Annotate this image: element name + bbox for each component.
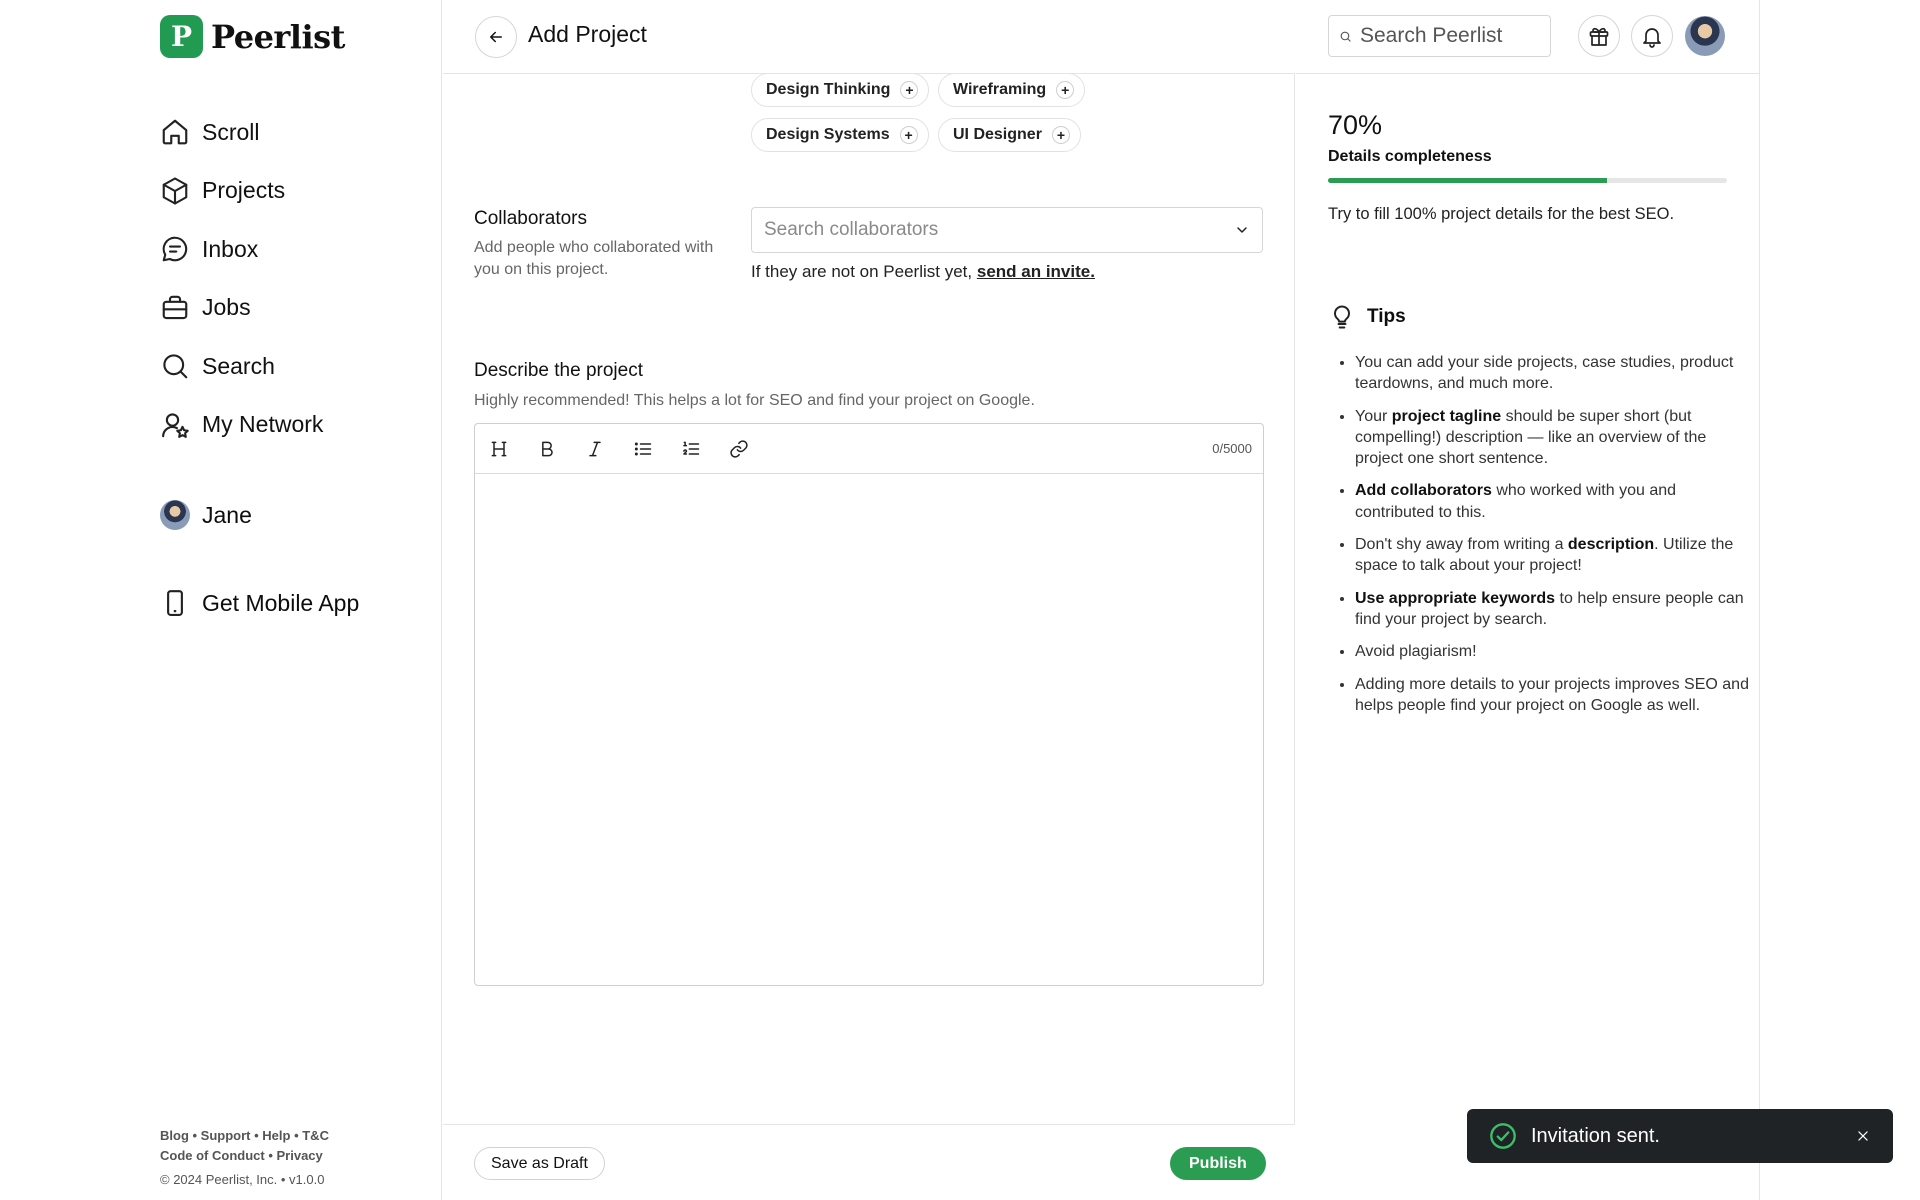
numbered-list-icon [681,439,701,459]
heading-icon [489,439,509,459]
describe-subtitle: Highly recommended! This helps a lot for SEO and find your project on Google. [474,392,1035,409]
sidebar-item-label: Inbox [202,235,259,262]
copyright: © 2024 Peerlist, Inc. • v1.0.0 [160,1172,325,1187]
tips-header [1328,302,1406,332]
plus-icon: + [900,126,918,144]
gift-button[interactable] [1578,15,1620,57]
invite-text [751,262,1095,282]
tip-item: • Adding more details to your projects improves SEO and helps people find your project on Google as well. [1355,674,1756,717]
plus-icon: + [900,81,918,99]
sidebar-item-my-network[interactable] [160,405,323,445]
sidebar-item-label: Projects [202,177,286,204]
sidebar-item-label: Scroll [202,118,260,145]
chevron-down-icon[interactable] [1234,222,1250,238]
peerlist-logo[interactable] [160,15,345,58]
completeness-label: Details completeness [1328,148,1492,165]
lightbulb-icon [1328,302,1356,332]
completeness-progress-bar [1328,178,1727,183]
back-button[interactable] [475,16,517,58]
sidebar-item-profile[interactable] [160,500,252,530]
tip-item: • Don't shy away from writing a description. Utilize the space to talk about your project! [1355,534,1756,577]
footer-links: Blog • Support • Help • T&C Code of Conduct • Privacy [160,1128,329,1163]
collaborators-search-input[interactable] [764,219,1234,241]
tip-item: • Your project tagline should be super short (but compelling!) description — like an overview of the project one short sentence. [1355,406,1756,470]
character-count: 0/5000 [1212,441,1252,456]
global-search-field[interactable] [1328,15,1551,57]
skill-chip[interactable] [938,73,1085,107]
completeness-percent: 70% [1328,110,1383,140]
briefcase-icon [160,293,190,323]
bell-icon [1640,24,1664,48]
sidebar-item-get-mobile-app[interactable] [160,588,359,618]
bullet-list-button[interactable] [629,435,657,463]
collaborators-description: Add people who collaborated with you on this project. [474,239,714,278]
skill-chip-label: Design Systems [766,126,890,143]
notifications-button[interactable] [1631,15,1673,57]
collaborators-search-field[interactable] [751,207,1263,253]
invite-prefix: If they are not on Peerlist yet, [751,262,973,281]
skill-chip[interactable] [751,118,929,152]
page-title: Add Project [528,21,647,47]
sidebar-item-label: My Network [202,411,324,438]
cube-icon [160,176,190,206]
italic-button[interactable] [581,435,609,463]
tip-item: • Add collaborators who worked with you and contributed to this. [1355,480,1756,523]
sidebar-item-inbox[interactable] [160,229,323,269]
chat-icon [160,234,190,264]
main-content [443,0,1295,1200]
plus-icon: + [1056,81,1074,99]
search-icon [1339,27,1352,46]
sidebar-item-search[interactable] [160,346,323,386]
sidebar-user-name: Jane [202,501,252,528]
link-button[interactable] [725,435,753,463]
seo-hint: Try to fill 100% project details for the best SEO. [1328,205,1675,223]
skill-chip[interactable] [938,118,1081,152]
page-header [443,0,1295,74]
tip-item: • Use appropriate keywords to help ensure people can find your project by search. [1355,588,1756,631]
gift-icon [1587,24,1611,48]
italic-icon [585,439,605,459]
footer-link-support[interactable]: Support [200,1128,251,1143]
right-panel [1296,0,1760,1200]
skill-chip-label: UI Designer [953,126,1042,143]
describe-title: Describe the project [474,360,643,381]
right-header [1296,0,1760,74]
skill-chip-label: Design Thinking [766,81,891,98]
description-editor [474,423,1264,986]
footer-link-tc[interactable]: T&C [302,1128,329,1143]
network-icon [160,410,190,440]
editor-toolbar [475,424,1263,474]
skill-chip[interactable] [751,73,929,107]
toast-message: Invitation sent. [1531,1124,1660,1147]
sidebar-item-projects[interactable] [160,171,323,211]
main-nav [160,112,323,464]
logo-text: Peerlist [211,17,345,56]
global-search-input[interactable] [1360,24,1540,48]
avatar[interactable] [1685,16,1725,56]
publish-button[interactable]: Publish [1170,1147,1266,1180]
tips-list [1346,352,1756,727]
tips-title: Tips [1367,306,1406,327]
sidebar-item-label: Search [202,352,275,379]
search-icon [160,351,190,381]
bold-icon [537,439,557,459]
avatar [160,500,190,530]
collaborators-title: Collaborators [474,208,587,229]
footer-link-privacy[interactable]: Privacy [276,1148,323,1163]
bullet-list-icon [633,439,653,459]
editor-text-area[interactable] [475,474,1263,986]
sidebar [0,0,442,1200]
send-invite-link[interactable]: send an invite. [976,262,1095,281]
bold-button[interactable] [533,435,561,463]
footer-link-help[interactable]: Help [262,1128,291,1143]
mobile-phone-icon [160,588,190,618]
numbered-list-button[interactable] [677,435,705,463]
tip-item: • You can add your side projects, case studies, product teardowns, and much more. [1355,352,1756,395]
footer-link-code-of-conduct[interactable]: Code of Conduct [160,1148,265,1163]
check-circle-icon [1489,1122,1517,1150]
action-bar [443,1124,1295,1200]
toast-notification [1467,1109,1893,1163]
link-icon [729,439,749,459]
home-icon [160,117,190,147]
sidebar-item-scroll[interactable] [160,112,323,152]
sidebar-item-label: Jobs [202,294,251,321]
sidebar-item-jobs[interactable] [160,288,323,328]
footer-link-blog[interactable]: Blog [160,1128,189,1143]
close-icon [1856,1129,1870,1143]
completeness-progress-fill [1328,178,1607,183]
logo-mark: P [160,15,203,58]
sidebar-item-label: Get Mobile App [202,589,360,616]
heading-button[interactable] [485,435,513,463]
toast-close-button[interactable] [1853,1126,1873,1146]
save-as-draft-button[interactable]: Save as Draft [474,1147,605,1180]
tip-item: • Avoid plagiarism! [1355,641,1756,662]
skill-chip-label: Wireframing [953,81,1047,98]
plus-icon: + [1052,126,1070,144]
arrow-left-icon [487,28,505,46]
